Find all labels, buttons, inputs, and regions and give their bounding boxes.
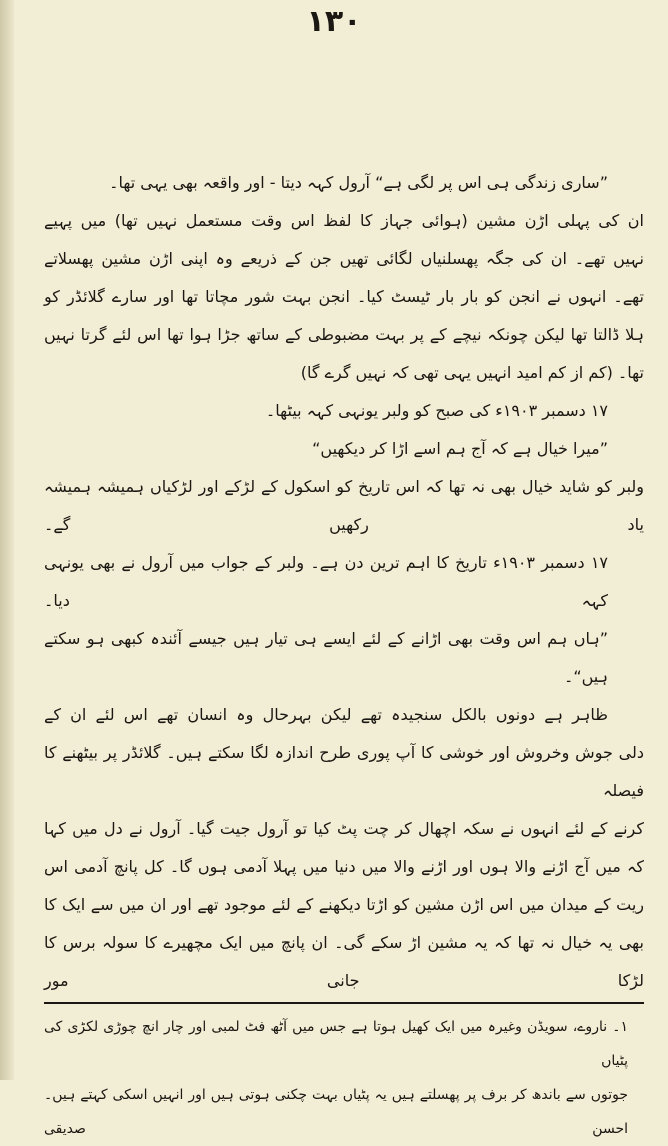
text-line: نہیں تھے۔ ان کی جگہ پھسلنیاں لگائی تھیں جن کے ذریعے وہ اپنی اڑن مشین پھسلاتے (44, 249, 644, 268)
text-line: ”ہاں ہم اس وقت بھی اڑانے کے لئے ایسے ہی تیار ہیں جیسے آئندہ کبھی ہو سکتے ہیں“۔ (44, 629, 608, 686)
text-line: ”ساری زندگی ہی اس پر لگی ہے“ آرول کہہ دیتا - اور واقعہ بھی یہی تھا۔ (109, 173, 608, 192)
text-line: ۱۷ دسمبر ۱۹۰۳ء کی صبح کو ولبر یونہی کہہ بیٹھا۔ (265, 401, 608, 420)
footnote-line: جوتوں سے باندھ کر برف پر پھسلتے ہیں یہ پٹیاں بہت چکنی ہوتی ہیں اور انہیں اسکی کہتے ہیں۔ احسن صدیقی (44, 1087, 628, 1137)
text-line: ریت کے میدان میں اس اڑن مشین کو اڑتا دیکھنے کے لئے موجود تھے اور ان میں سے ایک کا (44, 895, 644, 914)
page-number: ۱۳۰ (306, 4, 362, 39)
text-line: تھے۔ انہوں نے انجن کو بار بار ٹیسٹ کیا۔ انجن بہت شور مچاتا تھا اور سارے گلائڈر کو (44, 287, 644, 306)
text-line: دلی جوش وخروش اور خوشی کا آپ پوری طرح اندازہ لگا سکتے ہیں۔ گلائڈر پر بیٹھنے کا فیصلہ (44, 743, 644, 800)
text-line: ”میرا خیال ہے کہ آج ہم اسے اڑا کر دیکھیں“ (312, 439, 608, 458)
footnote-divider (44, 1002, 644, 1004)
text-line: بھی یہ خیال نہ تھا کہ یہ مشین اڑ سکے گی۔ ان پانچ میں ایک مچھیرے کا سولہ برس کا لڑکا جانی مور (44, 933, 644, 990)
text-line: ان کی پہلی اڑن مشین (ہوائی جہاز کا لفظ اس وقت مستعمل نہیں تھا) میں پہیے (44, 211, 644, 230)
text-line: کہ میں آج اڑنے والا ہوں اور اڑنے والا میں دنیا میں پہلا آدمی ہوں گا۔ کل پانچ آدمی اس (44, 857, 644, 876)
page-edge-shadow (0, 0, 14, 1080)
text-line: ولبر کو شاید خیال بھی نہ تھا کہ اس تاریخ کو اسکول کے لڑکے اور لڑکیاں ہمیشہ ہمیشہ یاد رکھیں گے۔ (44, 477, 644, 534)
text-line: ہلا ڈالتا تھا لیکن چونکہ نیچے کے پر بہت مضبوطی کے ساتھ جڑا ہوا تھا اس لئے گرتا نہیں (44, 325, 644, 344)
text-line: تھا۔ (کم از کم امید انہیں یہی تھی کہ نہیں گرے گا) (300, 363, 644, 382)
footnote-line: ۱۔ ناروے، سویڈن وغیرہ میں ایک کھیل ہوتا ہے جس میں آٹھ فٹ لمبی اور چار انچ چوڑی لکڑی کی پٹیاں (44, 1019, 628, 1069)
page-body (44, 164, 644, 1146)
text-line: ظاہر ہے دونوں بالکل سنجیدہ تھے لیکن بہرحال وہ انسان تھے اس لئے ان کے (44, 705, 609, 724)
text-line: ۱۷ دسمبر ۱۹۰۳ء تاریخ کا اہم ترین دن ہے۔ ولبر کے جواب میں آرول نے بھی یونہی کہہ دیا۔ (44, 553, 608, 610)
text-line: کرنے کے لئے انہوں نے سکہ اچھال کر چت پٹ کیا تو آرول جیت گیا۔ آرول نے دل میں کہا (44, 819, 644, 838)
